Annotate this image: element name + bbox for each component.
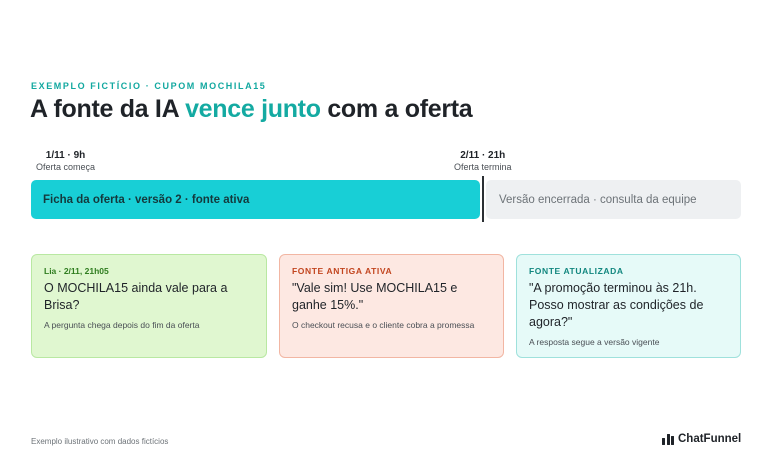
old-source-card	[279, 254, 504, 358]
active-bar-label: Ficha da oferta · versão 2 · fonte ativa	[43, 193, 250, 206]
old-card-quote: "Vale sim! Use MOCHILA15 e ganhe 15%."	[292, 281, 458, 312]
start-label: Oferta começa	[36, 162, 96, 172]
start-time: 1/11 · 9h	[45, 150, 86, 161]
title-accent: vence junto	[185, 95, 321, 123]
updated-source-card	[516, 254, 741, 358]
footnote: Exemplo ilustrativo com dados fictícios	[31, 437, 169, 446]
brand-logo	[662, 433, 741, 445]
user-card-label: Lia · 2/11, 21h05	[44, 266, 109, 276]
end-label: Oferta termina	[454, 162, 512, 172]
end-time: 2/11 · 21h	[460, 150, 506, 161]
old-card-note: O checkout recusa e o cliente cobra a promessa	[292, 320, 475, 330]
closed-bar-label: Versão encerrada · consulta da equipe	[499, 193, 697, 206]
timeline-start-marker	[36, 150, 95, 172]
bars-logo-icon	[662, 434, 674, 445]
brand-name: ChatFunnel	[678, 433, 742, 445]
offer-end-divider	[482, 176, 484, 222]
closed-version-bar	[486, 180, 741, 219]
active-source-bar	[31, 180, 480, 219]
user-question-card	[31, 254, 267, 358]
new-card-note: A resposta segue a versão vigente	[529, 337, 660, 347]
user-card-quote: O MOCHILA15 ainda vale para a Brisa?	[44, 281, 228, 312]
title-part-before: A fonte da IA	[30, 95, 186, 123]
eyebrow-label: EXEMPLO FICTÍCIO · CUPOM MOCHILA15	[31, 81, 267, 91]
user-card-note: A pergunta chega depois do fim da oferta	[44, 320, 200, 330]
timeline-end-marker	[454, 150, 512, 172]
old-card-label: FONTE ANTIGA ATIVA	[292, 266, 393, 276]
new-card-label: FONTE ATUALIZADA	[529, 266, 624, 276]
new-card-quote: "A promoção terminou às 21h. Posso mostrar as condições de agora?"	[529, 281, 704, 329]
title-part-after: com a oferta	[320, 95, 473, 123]
page-title	[30, 95, 472, 124]
